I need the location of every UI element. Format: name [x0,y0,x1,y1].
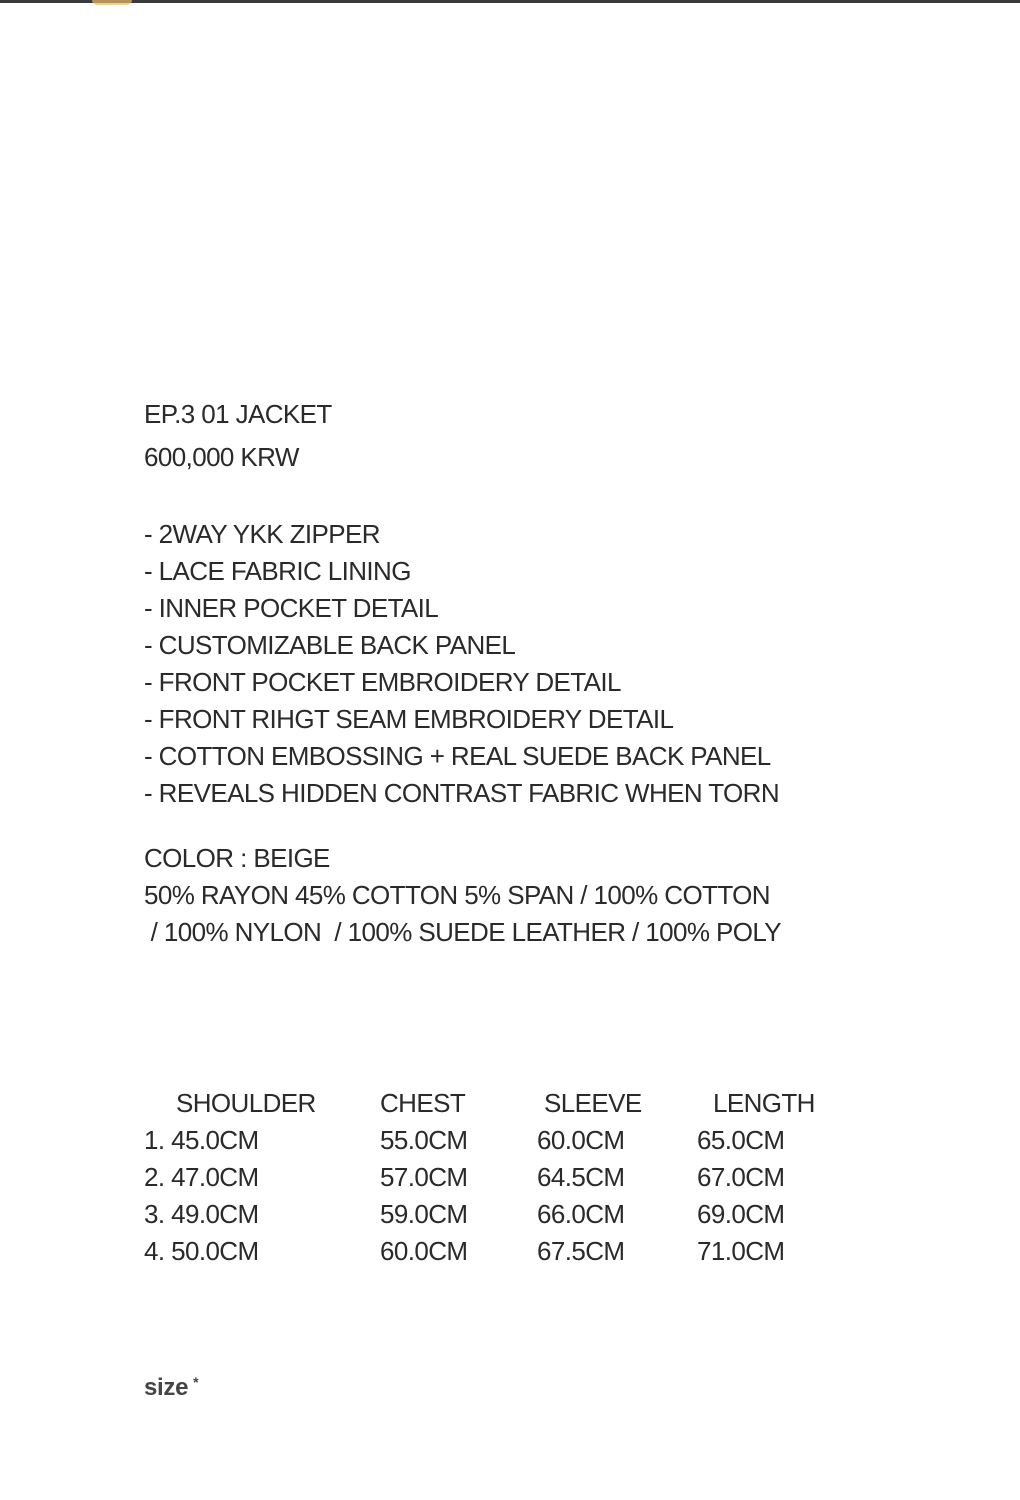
size-selector-label [144,1374,198,1402]
header-sleeve: SLEEVE [544,1088,642,1118]
chest-cell: 60.0CM [380,1236,468,1266]
size-chart-header-row [144,1085,857,1122]
required-asterisk: * [193,1374,199,1390]
product-price: 600,000 KRW [144,442,299,472]
feature-item: - REVEALS HIDDEN CONTRAST FABRIC WHEN TORN [144,778,780,808]
chest-cell: 59.0CM [380,1199,468,1229]
length-cell: 67.0CM [697,1162,785,1192]
table-row [144,1122,857,1159]
material-spec-line-2: / 100% NYLON / 100% SUEDE LEATHER / 100% POLY [144,917,782,947]
feature-item: - CUSTOMIZABLE BACK PANEL [144,630,516,660]
feature-item: - 2WAY YKK ZIPPER [144,519,380,549]
feature-item: - FRONT RIHGT SEAM EMBROIDERY DETAIL [144,704,674,734]
length-cell: 71.0CM [697,1236,785,1266]
top-accent-mark [92,0,132,5]
feature-item: - INNER POCKET DETAIL [144,593,439,623]
length-cell: 65.0CM [697,1125,785,1155]
header-chest: CHEST [380,1088,466,1118]
header-shoulder: SHOULDER [176,1088,316,1118]
feature-item: - FRONT POCKET EMBROIDERY DETAIL [144,667,621,697]
product-description [144,396,904,951]
header-length: LENGTH [713,1088,815,1118]
feature-item: - LACE FABRIC LINING [144,556,411,586]
shoulder-cell: 3. 49.0CM [144,1199,259,1229]
chest-cell: 57.0CM [380,1162,468,1192]
product-name: EP.3 01 JACKET [144,399,332,429]
shoulder-cell: 2. 47.0CM [144,1162,259,1192]
size-label-text: size [144,1374,189,1401]
table-row [144,1159,857,1196]
sleeve-cell: 67.5CM [537,1236,625,1266]
shoulder-cell: 1. 45.0CM [144,1125,259,1155]
size-chart [144,1085,857,1270]
feature-list [144,516,904,812]
shoulder-cell: 4. 50.0CM [144,1236,259,1266]
product-header [144,396,904,476]
table-row [144,1196,857,1233]
sleeve-cell: 66.0CM [537,1199,625,1229]
sleeve-cell: 60.0CM [537,1125,625,1155]
feature-item: - COTTON EMBOSSING + REAL SUEDE BACK PANEL [144,741,771,771]
color-spec: COLOR : BEIGE [144,843,330,873]
chest-cell: 55.0CM [380,1125,468,1155]
product-specs [144,840,904,951]
top-divider [0,0,1020,3]
material-spec-line-1: 50% RAYON 45% COTTON 5% SPAN / 100% COTTON [144,880,770,910]
length-cell: 69.0CM [697,1199,785,1229]
table-row [144,1233,857,1270]
sleeve-cell: 64.5CM [537,1162,625,1192]
